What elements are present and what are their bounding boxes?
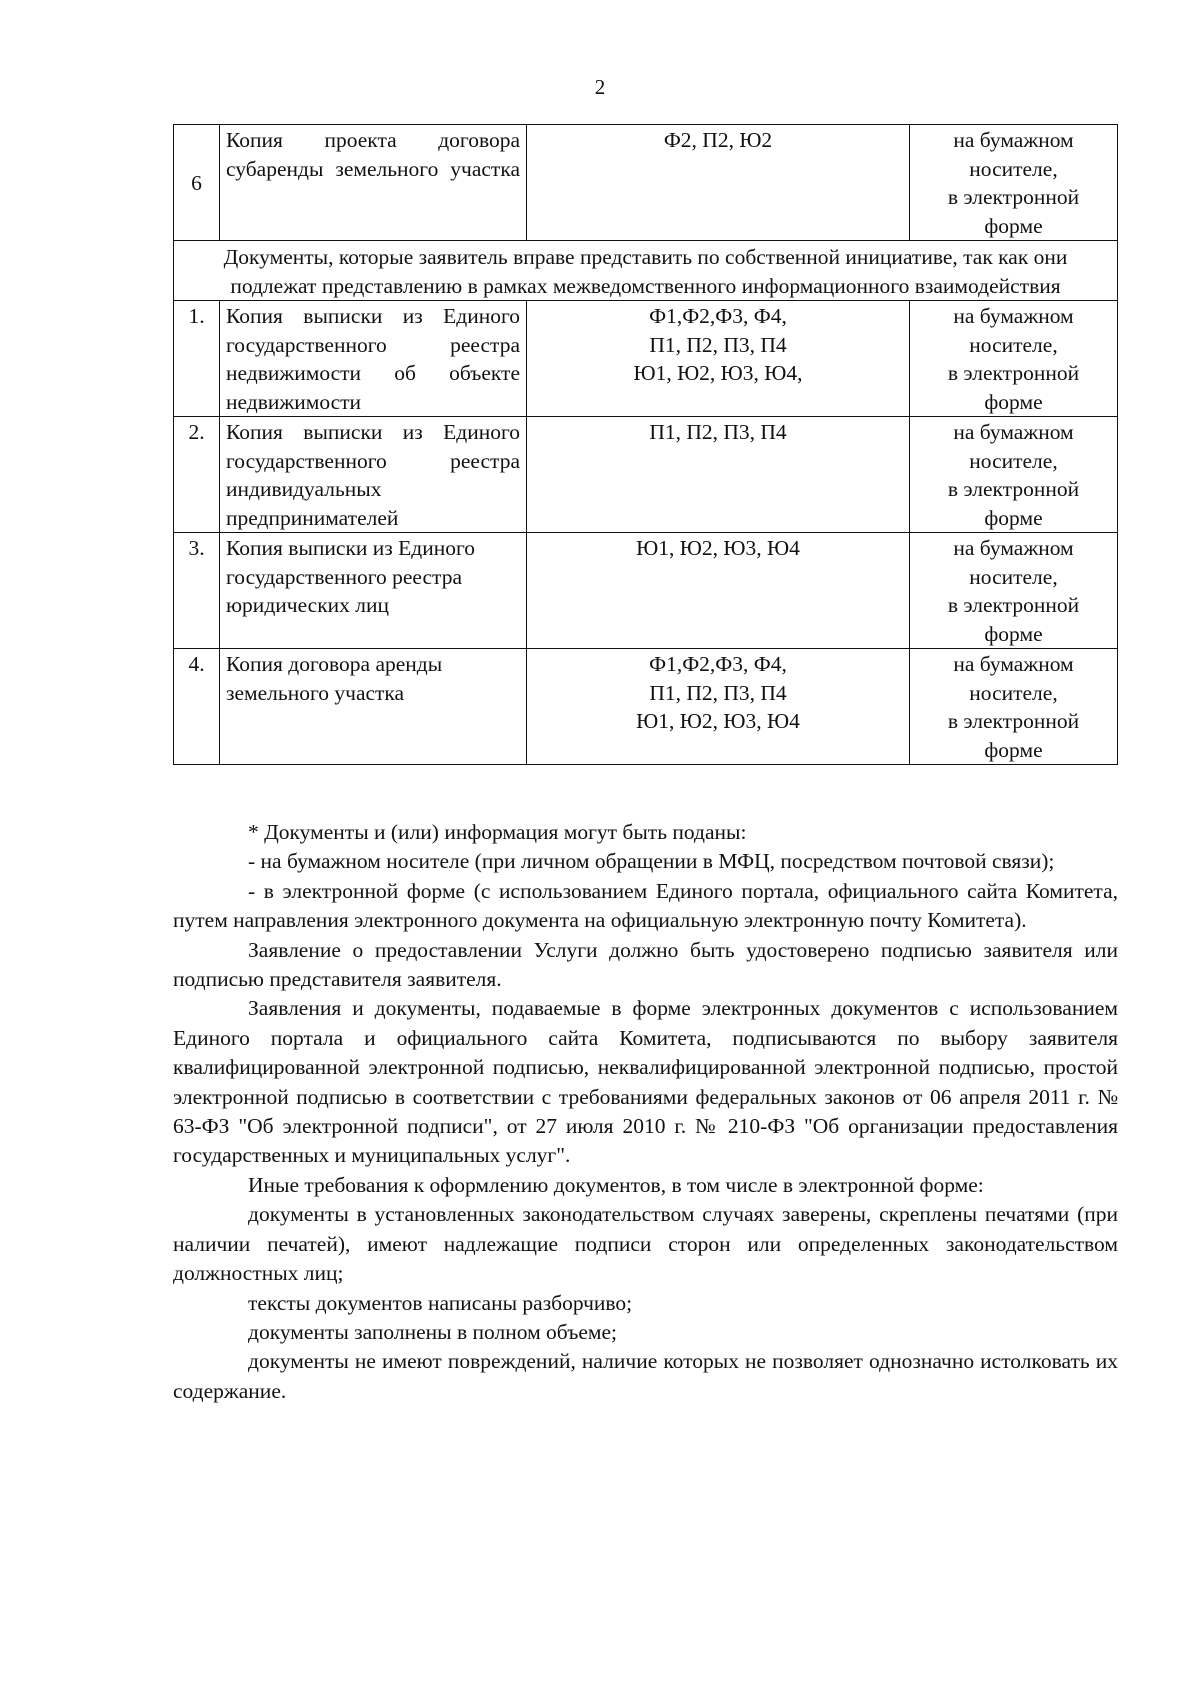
section-title: Документы, которые заявитель вправе представить по собственной инициативе, так как они подлежат представлению в рамках межведомственного информационного взаимодействия	[174, 241, 1118, 301]
applicant-categories: Ю1, Ю2, Ю3, Ю4	[527, 533, 910, 649]
row-number: 1.	[174, 301, 220, 417]
paragraph: * Документы и (или) информация могут быть поданы:	[248, 820, 747, 844]
table-row	[174, 649, 1118, 765]
documents-table	[173, 124, 1118, 765]
table-row	[174, 533, 1118, 649]
submission-format: на бумажном носителе, в электронной форме	[910, 301, 1118, 417]
page-number: 2	[594, 75, 606, 99]
applicant-categories: Ф1,Ф2,Ф3, Ф4, П1, П2, П3, П4 Ю1, Ю2, Ю3, Ю4,	[527, 301, 910, 417]
paragraph: Заявление о предоставлении Услуги должно быть удостоверено подписью заявителя или подписью представителя заявителя.	[173, 937, 1118, 992]
submission-format: на бумажном носителе, в электронной форме	[910, 649, 1118, 765]
paragraph: Заявления и документы, подаваемые в форме электронных документов с использованием Единого портала и официального сайта Комитета, подписываются по выбору заявителя квалифицированной электронной подписью, неквалифицированной электронной подписью, простой электронной подписью в соответствии с требованиями федеральных законов от 06 апреля 2011 г. № 63-ФЗ "Об электронной подписи", от 27 июля 2010 г. № 210-ФЗ "Об организации предоставления государственных и муниципальных услуг".	[173, 996, 1118, 1168]
table-row	[174, 301, 1118, 417]
document-name: Копия договора аренды земельного участка	[220, 649, 527, 765]
submission-format: на бумажном носителе, в электронной форме	[910, 417, 1118, 533]
document-name: Копия выписки из Единого государственного реестра юридических лиц	[220, 533, 527, 649]
paragraph: Иные требования к оформлению документов, в том числе в электронной форме:	[248, 1172, 984, 1197]
row-number: 6	[174, 125, 220, 241]
paragraph: - на бумажном носителе (при личном обращении в МФЦ, посредством почтовой связи);	[248, 849, 1055, 874]
paragraph: - в электронной форме (с использованием Единого портала, официального сайта Комитета, путем направления электронного документа на официальную электронную почту Комитета).	[173, 878, 1118, 933]
row-number: 3.	[174, 533, 220, 649]
paragraph: тексты документов написаны разборчиво;	[248, 1290, 633, 1315]
document-name: Копия выписки из Единого государственного реестра индивидуальных предпринимателей	[220, 417, 527, 533]
paragraph: документы не имеют повреждений, наличие которых не позволяет однозначно истолковать их содержание.	[173, 1349, 1118, 1403]
document-name: Копия выписки из Единого государственного реестра недвижимости об объекте недвижимости	[220, 301, 527, 417]
submission-format: на бумажном носителе, в электронной форме	[910, 125, 1118, 241]
applicant-categories: Ф1,Ф2,Ф3, Ф4, П1, П2, П3, П4 Ю1, Ю2, Ю3, Ю4	[527, 649, 910, 765]
row-number: 4.	[174, 649, 220, 765]
applicant-categories: Ф2, П2, Ю2	[527, 125, 910, 241]
table-row	[174, 417, 1118, 533]
body-text	[173, 818, 1118, 1406]
row-number: 2.	[174, 417, 220, 533]
paragraph: документы в установленных законодательством случаях заверены, скреплены печатями (при наличии печатей), имеют надлежащие подписи сторон или определенных законодательством должностных лиц;	[173, 1202, 1118, 1286]
document-name: Копия проекта договора субаренды земельного участка	[220, 125, 527, 241]
submission-format: на бумажном носителе, в электронной форме	[910, 533, 1118, 649]
applicant-categories: П1, П2, П3, П4	[527, 417, 910, 533]
section-header-row	[174, 241, 1118, 301]
paragraph: документы заполнены в полном объеме;	[248, 1319, 617, 1344]
table-row	[174, 125, 1118, 241]
